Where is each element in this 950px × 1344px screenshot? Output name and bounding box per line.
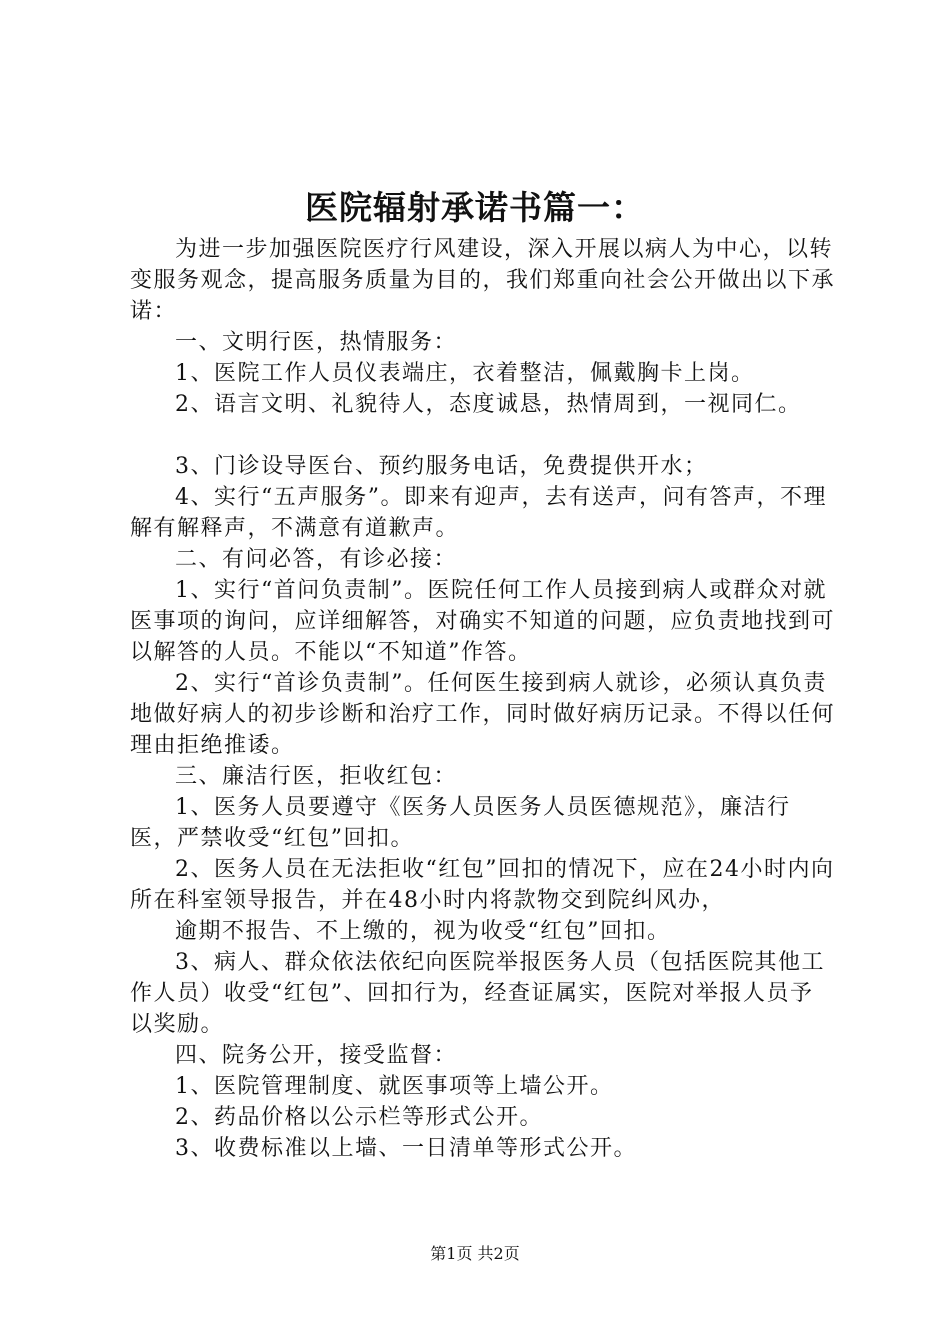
paragraph-item: 2、药品价格以公示栏等形式公开。	[175, 1105, 543, 1130]
section-heading-4: 四、院务公开，接受监督：	[175, 1043, 458, 1068]
page-number-footer: 第1页 共2页	[430, 1244, 520, 1263]
paragraph-item: 2、医务人员在无法拒收“红包”回扣的情况下，应在24小时内向所在科室领导报告，并在48小时内将款物交到院纠风办，	[130, 857, 835, 913]
paragraph-item: 3、病人、群众依法依纪向医院举报医务人员（包括医院其他工作人员）收受“红包”、回扣行为，经查证属实，医院对举报人员予以奖励。	[130, 950, 825, 1037]
paragraph-item: 3、收费标准以上墙、一日清单等形式公开。	[175, 1136, 637, 1161]
document-title: 医院辐射承诺书篇一：	[305, 188, 645, 227]
paragraph-item: 1、医院工作人员仪表端庄，衣着整洁，佩戴胸卡上岗。	[175, 361, 755, 386]
document-body	[130, 234, 835, 1164]
paragraph-item: 4、实行“五声服务”。即来有迎声，去有送声，问有答声，不理解有解释声，不满意有道歉声。	[130, 485, 827, 541]
paragraph-item: 1、医院管理制度、就医事项等上墙公开。	[175, 1074, 614, 1099]
paragraph-item: 2、实行“首诊负责制”。任何医生接到病人就诊，必须认真负责地做好病人的初步诊断和治疗工作，同时做好病历记录。不得以任何理由拒绝推诿。	[130, 671, 836, 758]
paragraph-item: 逾期不报告、不上缴的，视为收受“红包”回扣。	[175, 919, 671, 944]
section-heading-3: 三、廉洁行医，拒收红包：	[175, 764, 458, 789]
section-heading-1: 一、文明行医，热情服务：	[175, 330, 458, 355]
paragraph-item: 1、医务人员要遵守《医务人员医务人员医德规范》，廉洁行医，严禁收受“红包”回扣。	[130, 795, 791, 851]
paragraph-item: 1、实行“首问负责制”。医院任何工作人员接到病人或群众对就医事项的询问，应详细解答，对确实不知道的问题，应负责地找到可以解答的人员。不能以“不知道”作答。	[130, 578, 836, 665]
paragraph-item: 2、语言文明、礼貌待人，态度诚恳，热情周到，一视同仁。	[175, 392, 802, 417]
paragraph-intro: 为进一步加强医院医疗行风建设，深入开展以病人为中心，以转变服务观念，提高服务质量为目的，我们郑重向社会公开做出以下承诺：	[130, 237, 836, 324]
paragraph-item: 3、门诊设导医台、预约服务电话，免费提供开水；	[175, 454, 708, 479]
section-heading-2: 二、有问必答，有诊必接：	[175, 547, 458, 572]
